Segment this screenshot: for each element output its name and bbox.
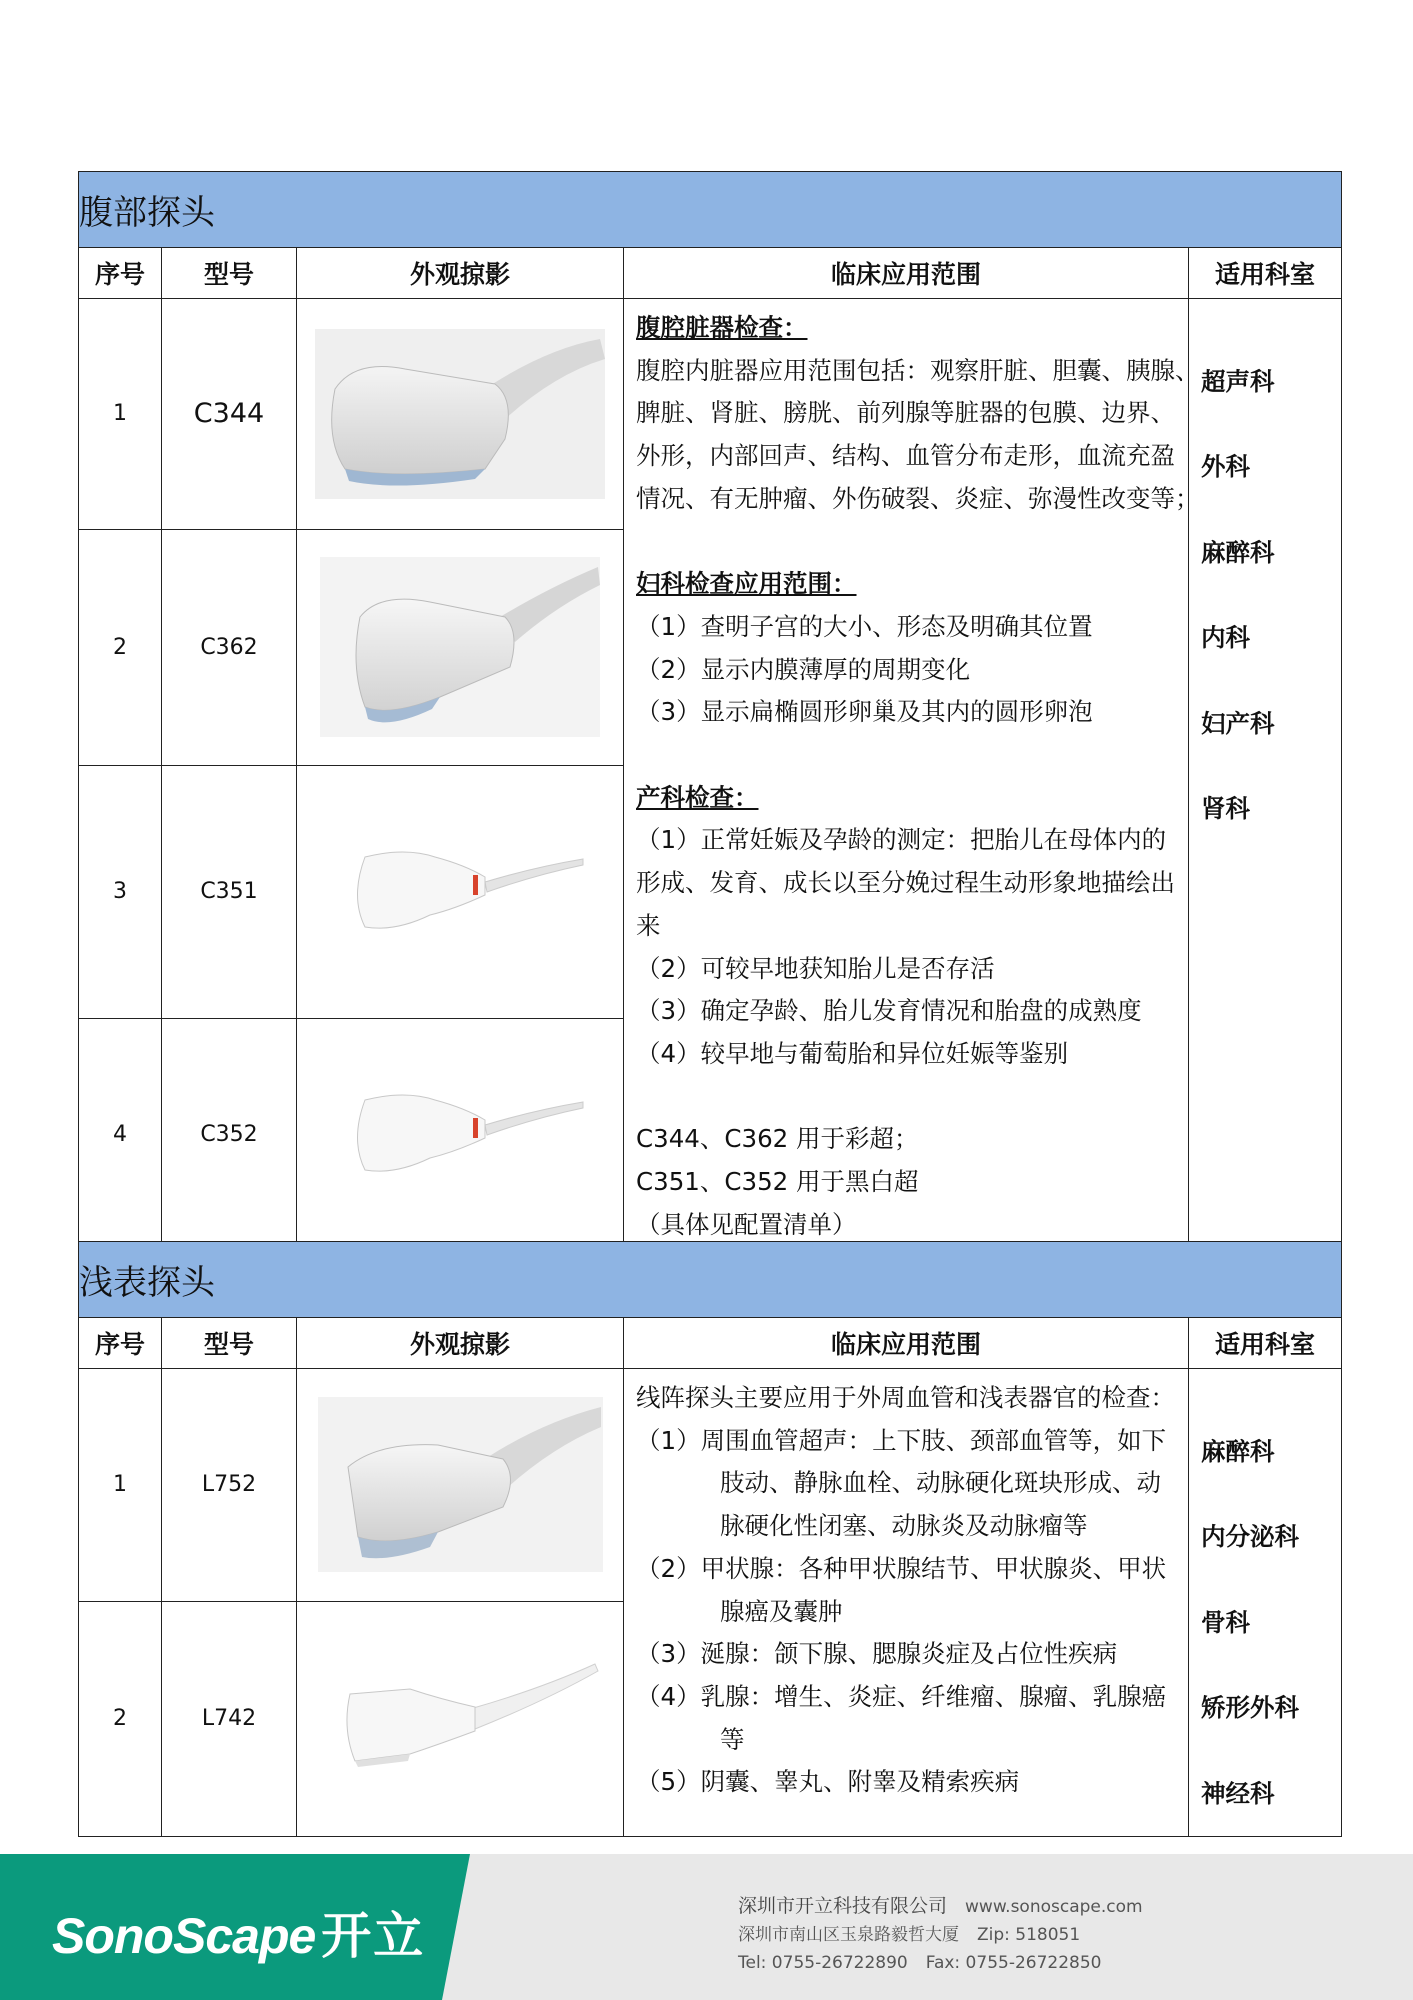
clinical-text: （2）可较早地获知胎儿是否存活 <box>636 953 995 983</box>
row-number: 1 <box>79 299 162 530</box>
clinical-text: 脉硬化性闭塞、动脉炎及动脉瘤等 <box>720 1511 1088 1541</box>
model-name: C351 <box>162 766 297 1019</box>
linear-probe-image <box>320 1649 600 1789</box>
clinical-text: （2）显示内膜薄厚的周期变化 <box>636 654 971 684</box>
header-department: 适用科室 <box>1189 248 1342 299</box>
clinical-text: 等 <box>720 1724 745 1754</box>
sonoscape-logo: SonoScape 开立 <box>52 1907 426 1965</box>
section-title: 浅表探头 <box>79 1242 1342 1318</box>
clinical-heading: 妇科检查应用范围： <box>636 569 857 599</box>
convex-probe-image <box>335 837 585 947</box>
convex-probe-image <box>320 557 600 737</box>
row-number: 1 <box>79 1369 162 1602</box>
department: 麻醉科 <box>1201 1437 1275 1466</box>
clinical-text: 脾脏、肾脏、膀胱、前列腺等脏器的包膜、边界、 <box>636 398 1175 428</box>
header-photo: 外观掠影 <box>297 248 624 299</box>
clinical-heading: 产科检查： <box>636 782 759 812</box>
row-number: 3 <box>79 766 162 1019</box>
model-name: C344 <box>162 299 297 530</box>
clinical-text: （1）查明子宫的大小、形态及明确其位置 <box>636 611 1093 641</box>
clinical-item: （3） 涎腺：颌下腺、腮腺炎症及占位性疾病 <box>636 1639 1118 1669</box>
section-title: 腹部探头 <box>79 172 1342 248</box>
department: 麻醉科 <box>1201 537 1275 567</box>
clinical-scope <box>624 1369 1189 1837</box>
abdominal-probe-table <box>78 171 1342 1251</box>
clinical-text: 肢动、静脉血栓、动脉硬化斑块形成、动 <box>720 1468 1161 1498</box>
table-row <box>79 1369 1342 1602</box>
department: 矫形外科 <box>1201 1693 1299 1723</box>
department: 内分泌科 <box>1201 1522 1299 1552</box>
header-photo: 外观掠影 <box>297 1318 624 1369</box>
clinical-text: （1）正常妊娠及孕龄的测定：把胎儿在母体内的 <box>636 825 1167 855</box>
convex-probe-image <box>335 1080 585 1190</box>
clinical-text: 来 <box>636 910 661 940</box>
clinical-text: 外形，内部回声、结构、血管分布走形，血流充盈 <box>636 441 1175 471</box>
clinical-text: 形成、发育、成长以至分娩过程生动形象地描绘出 <box>636 868 1175 898</box>
superficial-probe-table <box>78 1241 1342 1837</box>
header-clinical: 临床应用范围 <box>624 1318 1189 1369</box>
clinical-text: （4）较早地与葡萄胎和异位妊娠等鉴别 <box>636 1038 1069 1068</box>
header-model: 型号 <box>162 1318 297 1369</box>
company-name: 深圳市开立科技有限公司 <box>738 1895 948 1917</box>
row-number: 2 <box>79 529 162 766</box>
row-number: 2 <box>79 1601 162 1836</box>
department: 外科 <box>1201 452 1250 482</box>
table-row <box>79 299 1342 530</box>
company-info <box>738 1892 1161 1977</box>
department-list <box>1189 299 1342 1251</box>
header-num: 序号 <box>79 1318 162 1369</box>
department: 肾科 <box>1201 794 1250 824</box>
footer <box>0 1854 1413 2000</box>
clinical-text: 腹腔内脏器应用范围包括：观察肝脏、胆囊、胰腺、 <box>636 355 1200 385</box>
clinical-heading: 腹腔脏器检查： <box>636 313 808 342</box>
address: 深圳市南山区玉泉路毅哲大厦 <box>738 1925 959 1945</box>
convex-probe-image <box>315 329 605 499</box>
clinical-text: 腺癌及囊肿 <box>720 1596 843 1626</box>
header-department: 适用科室 <box>1189 1318 1342 1369</box>
department: 神经科 <box>1201 1778 1275 1808</box>
fax: Fax: 0755-26722850 <box>925 1953 1102 1973</box>
zip: Zip: 518051 <box>977 1925 1081 1945</box>
model-name: L742 <box>162 1601 297 1836</box>
model-name: L752 <box>162 1369 297 1602</box>
probe-photo <box>297 766 624 1019</box>
department: 妇产科 <box>1201 708 1275 738</box>
probe-photo <box>297 1601 624 1836</box>
model-name: C352 <box>162 1018 297 1251</box>
clinical-text: （3）确定孕龄、胎儿发育情况和胎盘的成熟度 <box>636 996 1142 1026</box>
department: 骨科 <box>1201 1607 1250 1637</box>
model-name: C362 <box>162 529 297 766</box>
clinical-text: C344、C362 用于彩超； <box>636 1124 919 1154</box>
header-model: 型号 <box>162 248 297 299</box>
clinical-text: （具体见配置清单） <box>636 1209 857 1239</box>
telephone: Tel: 0755-26722890 <box>738 1953 908 1973</box>
clinical-text: C351、C352 用于黑白超 <box>636 1167 919 1197</box>
clinical-scope <box>624 299 1200 1251</box>
probe-photo <box>297 1369 624 1602</box>
clinical-item: （5） 阴囊、睾丸、附睾及精索疾病 <box>636 1767 1020 1797</box>
linear-probe-image <box>318 1397 603 1572</box>
probe-photo <box>297 529 624 766</box>
website: www.sonoscape.com <box>965 1897 1143 1917</box>
clinical-text: 情况、有无肿瘤、外伤破裂、炎症、弥漫性改变等； <box>636 483 1200 513</box>
department: 超声科 <box>1201 367 1275 396</box>
clinical-text: （3）显示扁椭圆形卵巢及其内的圆形卵泡 <box>636 697 1093 727</box>
header-clinical: 临床应用范围 <box>624 248 1189 299</box>
probe-photo <box>297 1018 624 1251</box>
header-num: 序号 <box>79 248 162 299</box>
probe-photo <box>297 299 624 530</box>
row-number: 4 <box>79 1018 162 1251</box>
clinical-item: （4） 乳腺：增生、炎症、纤维瘤、腺瘤、乳腺癌 <box>636 1681 1167 1711</box>
department-list <box>1189 1369 1342 1837</box>
clinical-text: 线阵探头主要应用于外周血管和浅表器官的检查： <box>636 1383 1175 1412</box>
clinical-item: （2） 甲状腺：各种甲状腺结节、甲状腺炎、甲状 <box>636 1553 1167 1583</box>
department: 内科 <box>1201 623 1250 653</box>
clinical-item: （1） 周围血管超声：上下肢、颈部血管等，如下 <box>636 1425 1167 1455</box>
